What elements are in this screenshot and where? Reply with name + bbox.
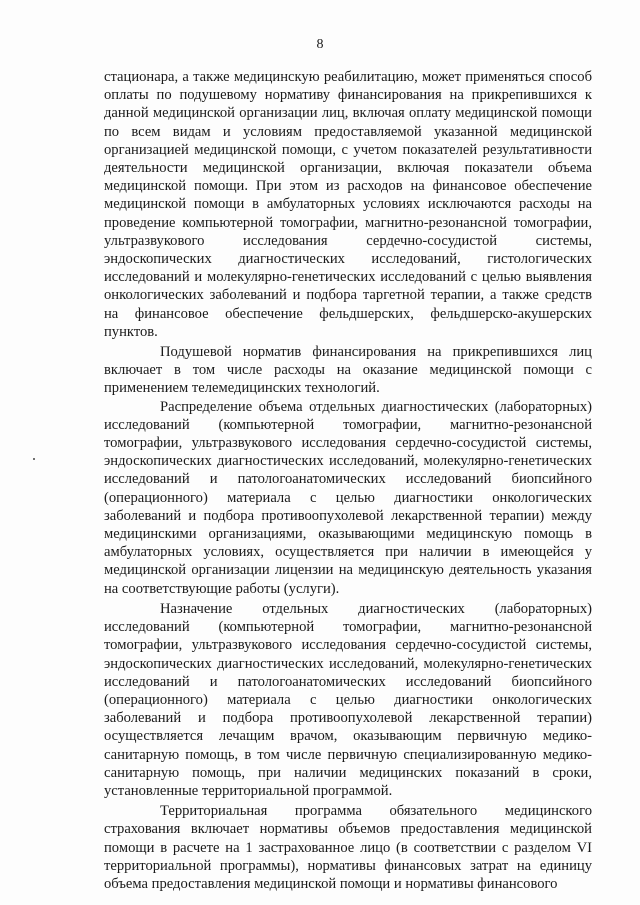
paragraph-5: Территориальная программа обязательного медицинского страхования включает нормативы объемов предоставления медицинской помощи в расчете на 1 застрахованное лицо (в соответствии с разделом VI территориальной программы), нормативы финансовых затрат на единицу объема предоставления медицинской помощи и нормативы финансового xyxy=(104,803,592,892)
paragraph-1: стационара, а также медицинскую реабилитацию, может применяться способ оплаты по подушевому нормативу финансирования на прикрепившихся к данной медицинской организации лиц, включая оплату медицинской помощи по всем видам и условиям предоставляемой указанной медицинской организацией медицинской помощи, с учетом показателей результативности деятельности медицинской организации, включая показатели объема медицинской помощи. При этом из расходов на финансовое обеспечение медицинской помощи в амбулаторных условиях исключаются расходы на проведение компьютерной томографии, магнитно-резонансной томографии, ультразвукового исследования сердечно-сосудистой системы, эндоскопических диагностических исследований, гистологических исследований и молекулярно-генетических исследований с целью выявления онкологических заболеваний и подбора таргетной терапии, а также средств на финансовое обеспечение фельдшерских, фельдшерско-акушерских пунктов. xyxy=(104,69,592,340)
margin-mark xyxy=(33,458,35,460)
document-body xyxy=(104,68,592,893)
paragraph-4: Назначение отдельных диагностических (лабораторных) исследований (компьютерной томографии, магнитно-резонансной томографии, ультразвукового исследования сердечно-сосудистой системы, эндоскопических диагностических исследований, молекулярно-генетических исследований и патологоанатомических исследований биопсийного (операционного) материала с целью диагностики онкологических заболеваний и подбора противоопухолевой лекарственной терапии) осуществляется лечащим врачом, оказывающим первичную медико-санитарную помощь, в том числе первичную специализированную медико-санитарную помощь, при наличии медицинских показаний в сроки, установленные территориальной программой. xyxy=(104,600,592,799)
paragraph-2: Подушевой норматив финансирования на прикрепившихся лиц включает в том числе расходы на оказание медицинской помощи с применением телемедицинских технологий. xyxy=(104,344,592,397)
paragraph-3: Распределение объема отдельных диагностических (лабораторных) исследований (компьютерной томографии, магнитно-резонансной томографии, ультразвукового исследования сердечно-сосудистой системы, эндоскопических диагностических исследований, молекулярно-генетических исследований и патологоанатомических исследований биопсийного (операционного) материала с целью диагностики онкологических заболеваний и подбора противоопухолевой лекарственной терапии) между медицинскими организациями, оказывающими медицинскую помощь в амбулаторных условиях, осуществляется при наличии в имеющейся у медицинской организации лицензии на медицинскую деятельность указания на соответствующие работы (услуги). xyxy=(104,398,592,597)
page-number: 8 xyxy=(316,37,324,52)
